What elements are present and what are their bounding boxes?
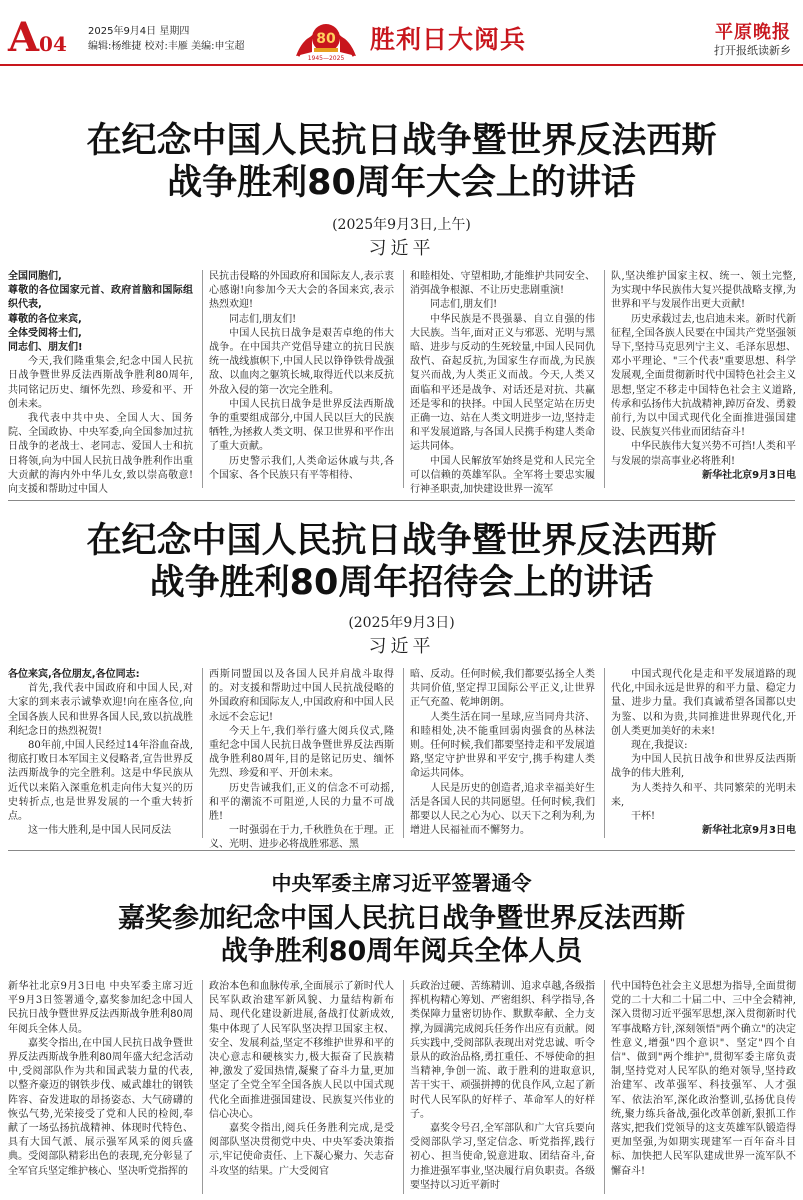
- paragraph: 同志们,朋友们!: [229, 313, 297, 325]
- page-number-digits: 04: [39, 32, 67, 56]
- paragraph: 中国人民抗日战争是世界反法西斯战争的重要组成部分,中国人民以巨大的民族牺牲,为拯救人类文明、保卫世界和平作出了重大贡献。: [209, 398, 394, 453]
- column-divider: [202, 668, 203, 838]
- column-divider: [403, 270, 404, 488]
- article3-title-line2: 战争胜利80周年阅兵全体人员: [220, 936, 583, 967]
- column-divider: [604, 980, 605, 1194]
- newspaper-slogan: 打开报纸读新乡: [714, 44, 791, 57]
- article1-title: [0, 120, 803, 204]
- paragraph: 暗、反动。任何时候,我们都要弘扬全人类共同价值,坚定捍卫国际公平正义,让世界正气充盈、乾坤朗朗。: [410, 669, 595, 709]
- page-letter: A: [8, 14, 40, 61]
- article2-title-line2: 战争胜利80周年招待会上的讲话: [149, 563, 654, 603]
- paragraph: 和睦相处、守望相助,才能维护共同安全、消弭战争根源、不让历史悲剧重演!: [410, 271, 595, 297]
- paragraph: 嘉奖令号召,全军部队和广大官兵要向受阅部队学习,坚定信念、听党指挥,践行初心、担当使命,锐意进取、团结奋斗,奋力推进强军事业,坚决履行肩负职责。各级要坚持以习近平新时: [410, 1123, 595, 1191]
- article3-column-4: [611, 980, 796, 1194]
- paragraph: 新华社北京9月3日电 中央军委主席习近平9月3日签署通令,嘉奖参加纪念中国人民抗日战争暨世界反法西斯战争胜利80周年阅兵全体人员。: [8, 981, 193, 1035]
- article1-body: [0, 270, 803, 496]
- article1-title-line1: 在纪念中国人民抗日战争暨世界反法西斯: [86, 121, 717, 161]
- article2-body: [0, 668, 803, 851]
- paragraph: 同志们,朋友们!: [430, 299, 498, 311]
- article1-title-line2: 战争胜利80周年大会上的讲话: [167, 163, 636, 203]
- dateline-credit: 新华社北京9月3日电: [702, 469, 796, 481]
- paragraph: 中华民族伟大复兴势不可挡!人类和平与发展的崇高事业必将胜利!: [611, 441, 796, 467]
- paragraph: 兵政治过硬、苦练精训、追求卓越,各级指挥机构精心筹划、严密组织、科学指导,各类保障力量密切协作、默默奉献、全力支撑,为圆满完成阅兵任务作出应有贡献。阅兵实践中,受阅部队表现出对党忠诚、听令景从的政治品格,勇扛重任、不辱使命的担当精神,争创一流、敢于胜利的进取意识,苦干实干、顽强拼搏的优良作风,立起了新时代人民军队的好样子、革命军人的好样子。: [410, 981, 595, 1120]
- paragraph: 政治本色和血脉传承,全面展示了新时代人民军队政治建军新风貌、力量结构新布局、现代化建设新进展,备战打仗新成效,集中体现了人民军队坚决捍卫国家主权、安全、发展利益,坚定不移维护世界和平的决心意志和硬核实力,极大振奋了民族精神,激发了爱国热情,凝聚了奋斗力量,更加坚定了全党全军全国各族人民以中国式现代化全面推进强国建设、民族复兴伟业的信心决心。: [209, 981, 394, 1120]
- paragraph: 同志们、朋友们!: [8, 342, 83, 354]
- article3-column-2: [209, 980, 394, 1194]
- article1-column-1: [8, 270, 193, 496]
- article1-author: 习近平: [368, 238, 435, 259]
- paragraph: 为中国人民抗日战争和世界反法西斯战争的伟大胜利,: [611, 754, 796, 780]
- emblem-number: 80: [316, 31, 336, 47]
- column-divider: [202, 980, 203, 1194]
- article2-date: (2025年9月3日): [348, 615, 455, 631]
- paragraph: 中国人民解放军始终是党和人民完全可以信赖的英雄军队。全军将士要忠实履行神圣职责,加快建设世界一流军: [410, 455, 595, 496]
- paragraph: 中国式现代化是走和平发展道路的现代化,中国永远是世界的和平力量、稳定力量、进步力量。我们真诚希望各国都以史为鉴、以和为贵,共同推进世界现代化,开创人类更加美好的未来!: [611, 669, 796, 737]
- paragraph: 80年前,中国人民经过14年浴血奋战,彻底打败日本军国主义侵略者,宣告世界反法西斯战争的完全胜利。这是中华民族从近代以来陷入深重危机走向伟大复兴的历史转折点,也是世界发展的一个重大转折点。: [8, 740, 193, 823]
- paragraph: 首先,我代表中国政府和中国人民,对大家的到来表示诚挚欢迎!向在座各位,向全国各族人民和世界各国人民,致以抗战胜利纪念日的热烈祝贺!: [8, 683, 193, 737]
- article2-column-1: [8, 668, 193, 838]
- anniversary-emblem-icon: [292, 12, 360, 62]
- article1-column-2: [209, 270, 394, 488]
- section-title: 胜利日大阅兵: [370, 25, 527, 54]
- column-divider: [403, 980, 404, 1194]
- article3-title-line1: 嘉奖参加纪念中国人民抗日战争暨世界反法西斯: [118, 903, 685, 934]
- article2-column-2: [209, 668, 394, 851]
- paragraph: 中国人民抗日战争是艰苦卓绝的伟大战争。在中国共产党倡导建立的抗日民族统一战线旗帜下,中国人民以铮铮铁骨战强敌、以血肉之躯筑长城,取得近代以来反抗外敌入侵的第一次完全胜利。: [209, 327, 394, 396]
- paragraph: 中华民族是不畏强暴、自立自强的伟大民族。当年,面对正义与邪恶、光明与黑暗、进步与反动的生死较量,中国人民同仇敌忾、奋起反抗,为国家生存而战,为民族复兴而战,为人类正义而战。今天,人类又面临和平还是战争、对话还是对抗、共赢还是零和的抉择。中国人民坚定站在历史正确一边、站在人类文明进步一边,坚持走和平发展道路,与各国人民携手构建人类命运共同体。: [410, 313, 595, 453]
- article1-column-4: [611, 270, 796, 488]
- paragraph: 人民是历史的创造者,追求幸福美好生活是各国人民的共同愿望。任何时候,我们都要以人民之心为心、以天下之利为利,为增进人民福祉而不懈努力。: [410, 782, 595, 837]
- section-divider: [8, 850, 795, 851]
- paragraph: 各位来宾,各位朋友,各位同志:: [8, 669, 140, 680]
- paragraph: 历史警示我们,人类命运休戚与共,各个国家、各个民族只有平等相待、: [209, 455, 394, 481]
- paragraph: 干杯!: [631, 811, 656, 823]
- column-divider: [403, 668, 404, 838]
- paragraph: 历史承载过去,也启迪未来。新时代新征程,全国各族人民要在中国共产党坚强领导下,坚持马克思列宁主义、毛泽东思想、邓小平理论、"三个代表"重要思想、科学发展观,全面贯彻新时代中国特色社会主义思想,坚定不移走中国特色社会主义道路,传承和弘扬伟大抗战精神,踔厉奋发、勇毅前行,为以中国式现代化全面推进强国建设、民族复兴伟业而团结奋斗!: [611, 313, 796, 439]
- paragraph: 队,坚决维护国家主权、统一、领土完整,为实现中华民族伟大复兴提供战略支撑,为世界和平与发展作出更大贡献!: [611, 271, 796, 311]
- paragraph: 尊敬的各位来宾,: [8, 313, 82, 325]
- article2-author: 习近平: [368, 636, 435, 657]
- paragraph: 一时强弱在于力,千秋胜负在于理。正义、光明、进步必将战胜邪恶、黑: [209, 825, 394, 851]
- paragraph: 全体受阅将士们,: [8, 327, 82, 339]
- issue-date: 2025年9月4日 星期四: [88, 26, 190, 37]
- paragraph: 代中国特色社会主义思想为指导,全面贯彻党的二十大和二十届二中、三中全会精神,深入贯彻习近平强军思想,深入贯彻新时代军事战略方针,深刻领悟"两个确立"的决定性意义,增强"四个意识"、坚定"四个自信"、做到"两个维护",贯彻军委主席负责制,坚持党对人民军队的绝对领导,坚持政治建军、改革强军、科技强军、人才强军、依法治军,深化政治整训,弘扬优良传统,聚力练兵备战,强化改革创新,狠抓工作落实,把我们党领导的这支英雄军队锻造得更加坚强,为如期实现建军一百年奋斗目标、加快把人民军队建成世界一流军队不懈奋斗!: [611, 981, 796, 1177]
- paragraph: 嘉奖令指出,在中国人民抗日战争暨世界反法西斯战争胜利80周年盛大纪念活动中,受阅部队作为共和国武装力量的代表,以整齐豪迈的钢铁步伐、威武雄壮的钢铁阵容、奋发进取的昂扬姿态、大气磅礴的恢弘气势,光荣接受了党和人民的检阅,奉献了一场弘扬抗战精神、体现时代特色、具有大国气派、展示强军风采的阅兵盛典。受阅部队精彩出色的表现,充分彰显了全军官兵坚定维护核心、坚决听党指挥的: [8, 1037, 193, 1177]
- header-meta: [88, 24, 244, 54]
- article3-kicker: 中央军委主席习近平签署通令: [271, 871, 532, 895]
- article3-column-3: [410, 980, 595, 1194]
- paragraph: 为人类持久和平、共同繁荣的光明未来,: [611, 782, 796, 808]
- newspaper-logo: 平原晚报: [715, 22, 791, 43]
- paragraph: 我代表中共中央、全国人大、国务院、全国政协、中央军委,向全国参加过抗日战争的老战士、老同志、爱国人士和抗日将领,向为中国人民抗日战争胜利作出重大贡献的海内外中华儿女,致以崇高敬意!向支援和帮助过中国人: [8, 413, 193, 496]
- paragraph: 人类生活在同一星球,应当同舟共济、和睦相处,决不能重回弱肉强食的丛林法则。任何时候,我们都要坚持走和平发展道路,坚定守护世界和平安宁,携手构建人类命运共同体。: [410, 711, 595, 780]
- section-divider: [8, 500, 795, 501]
- article1-column-3: [410, 270, 595, 496]
- column-divider: [604, 270, 605, 488]
- column-divider: [604, 668, 605, 838]
- page-header: [0, 0, 803, 64]
- paragraph: 西斯同盟国以及各国人民并肩战斗取得的。对支援和帮助过中国人民抗战侵略的外国政府和国际友人,中国政府和中国人民永远不会忘记!: [209, 669, 394, 723]
- paragraph: 嘉奖令指出,阅兵任务胜利完成,是受阅部队坚决贯彻党中央、中央军委决策指示,牢记使命责任、上下凝心聚力、矢志奋斗攻坚的结果。广大受阅官: [209, 1123, 394, 1177]
- article3-column-1: [8, 980, 193, 1194]
- paragraph: 今天,我们隆重集会,纪念中国人民抗日战争暨世界反法西斯战争胜利80周年,共同铭记历史、缅怀先烈、珍爱和平、开创未来。: [8, 356, 193, 410]
- column-divider: [202, 270, 203, 488]
- article3-title: [0, 902, 803, 968]
- paragraph: 历史告诫我们,正义的信念不可动摇,和平的潮流不可阻逆,人民的力量不可战胜!: [209, 782, 394, 823]
- paragraph: 这一伟大胜利,是中国人民同反法: [28, 825, 172, 837]
- editor-credits: 编辑:杨维捷 校对:丰雁 美编:申宝超: [88, 41, 245, 52]
- article2-title: [0, 520, 803, 604]
- dateline-credit: 新华社北京9月3日电: [702, 825, 796, 837]
- article2-column-3: [410, 668, 595, 838]
- article2-title-line1: 在纪念中国人民抗日战争暨世界反法西斯: [86, 521, 717, 561]
- paragraph: 全国同胞们,: [8, 271, 62, 282]
- article3-body: [0, 980, 803, 1194]
- paragraph: 民抗击侵略的外国政府和国际友人,表示衷心感谢!向参加今天大会的各国来宾,表示热烈欢迎!: [209, 271, 394, 311]
- emblem-years: 1945—2025: [307, 55, 345, 62]
- paragraph: 今天上午,我们举行盛大阅兵仪式,隆重纪念中国人民抗日战争暨世界反法西斯战争胜利80周年,目的是铭记历史、缅怀先烈、珍爱和平、开创未来。: [209, 725, 394, 780]
- article2-column-4: [611, 668, 796, 838]
- article1-date: (2025年9月3日,上午): [332, 217, 471, 233]
- paragraph: 现在,我提议:: [631, 740, 688, 752]
- header-rule: [0, 64, 803, 66]
- paragraph: 尊敬的各位国家元首、政府首脑和国际组织代表,: [8, 285, 193, 311]
- page-number: [8, 14, 67, 61]
